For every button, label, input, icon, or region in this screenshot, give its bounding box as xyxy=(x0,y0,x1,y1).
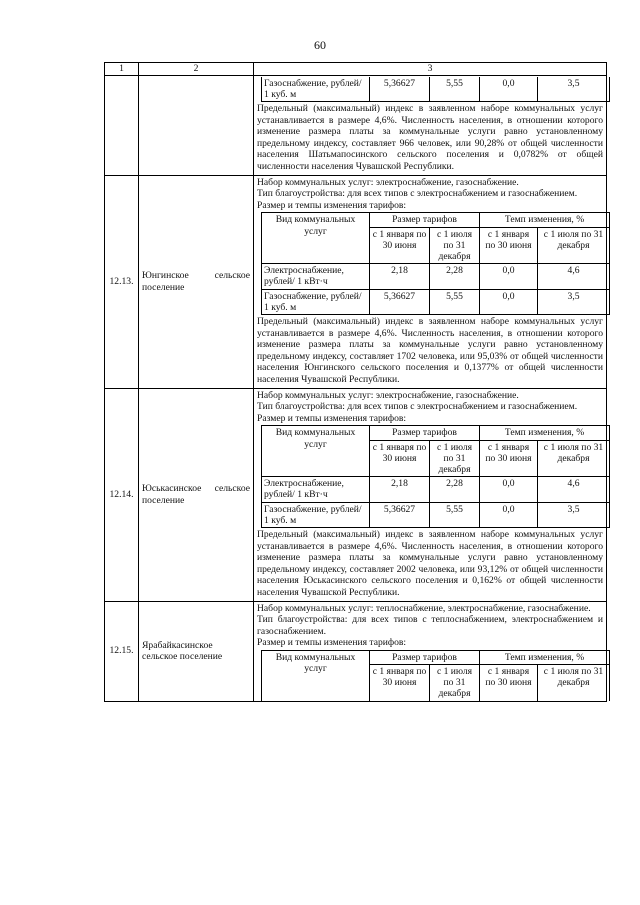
period-header: с 1 июля по 31 декабря xyxy=(430,665,480,701)
period-header: с 1 января по 30 июня xyxy=(480,440,538,477)
services-set: Набор коммунальных услуг: электроснабжение, газоснабжение. xyxy=(257,176,519,188)
service-name: Электроснабжение, рублей/ 1 кВт·ч xyxy=(262,477,370,502)
tariff-value: 5,55 xyxy=(430,77,480,102)
rate-value: 3,5 xyxy=(538,77,610,102)
service-name: Газоснабжение, рублей/ 1 куб. м xyxy=(262,502,370,527)
entry-number: 12.13. xyxy=(105,175,139,388)
tariff-row-electricity xyxy=(262,264,610,289)
tariff-value: 2,18 xyxy=(370,477,430,502)
period-header: с 1 июля по 31 декабря xyxy=(430,227,480,264)
col-rate-header: Темп изменения, % xyxy=(480,426,610,440)
rate-value: 0,0 xyxy=(480,289,538,314)
period-header: с 1 июля по 31 декабря xyxy=(538,665,610,701)
continuation-row xyxy=(105,75,607,175)
rate-value: 4,6 xyxy=(538,477,610,502)
tariff-row-electricity xyxy=(262,477,610,502)
settlement-name: Юськасинское сельское поселение xyxy=(139,388,254,601)
page-number: 60 xyxy=(314,38,326,52)
tariff-caption: Размер и темпы изменения тарифов: xyxy=(257,412,407,424)
rate-value: 0,0 xyxy=(480,477,538,502)
rate-value: 3,5 xyxy=(538,289,610,314)
tariff-value: 5,36627 xyxy=(370,77,430,102)
rate-value: 0,0 xyxy=(480,77,538,102)
entry-row-12-14 xyxy=(105,388,607,601)
tariff-row-gas xyxy=(262,502,610,527)
services-set: Набор коммунальных услуг: теплоснабжение, электроснабжение, газоснабжение. xyxy=(257,602,591,614)
tariff-row-gas xyxy=(262,77,610,102)
improvement-type: Тип благоустройства: для всех типов с теплоснабжением, электроснабжением и газоснабжением. xyxy=(257,614,603,637)
tariff-value: 5,55 xyxy=(430,502,480,527)
tariff-value: 5,36627 xyxy=(370,289,430,314)
tariff-table xyxy=(261,212,610,315)
col-size-header: Размер тарифов xyxy=(370,213,480,227)
service-name: Газоснабжение, рублей/ 1 куб. м xyxy=(262,77,370,102)
entry-row-12-13 xyxy=(105,175,607,388)
services-set: Набор коммунальных услуг: электроснабжение, газоснабжение. xyxy=(257,389,519,401)
header-col-2: 2 xyxy=(139,63,254,76)
col-rate-header: Темп изменения, % xyxy=(480,650,610,664)
col-size-header: Размер тарифов xyxy=(370,650,480,664)
col-size-header: Размер тарифов xyxy=(370,426,480,440)
tariff-value: 2,28 xyxy=(430,477,480,502)
index-text: Предельный (максимальный) индекс в заявленном наборе коммунальных услуг устанавливается в размере 4,6%. Численность населения, в отношении которого изменение размера платы за коммунальные услуги равно установленному предельному индексу, составляет 1702 человека, или 95,03% от общей численности населения Юнгинского сельского поселения и 0,1377% от общей численности населения Чувашской Республики. xyxy=(257,315,603,385)
rate-value: 0,0 xyxy=(480,264,538,289)
tariff-table xyxy=(261,650,610,701)
col-kind-header: Вид коммунальных услуг xyxy=(262,213,370,264)
tariff-caption: Размер и темпы изменения тарифов: xyxy=(257,637,407,649)
period-header: с 1 января по 30 июня xyxy=(480,227,538,264)
entry-row-12-15 xyxy=(105,601,607,701)
index-text: Предельный (максимальный) индекс в заявленном наборе коммунальных услуг устанавливается в размере 4,6%. Численность населения, в отношении которого изменение размера платы за коммунальные услуги равно установленному предельному индексу, составляет 966 человек, или 90,28% от общей численности населения Шатьмапосинского сельского поселения и 0,0782% от общей численности населения Чувашской Республики. xyxy=(257,103,603,172)
col-rate-header: Темп изменения, % xyxy=(480,213,610,227)
service-name: Газоснабжение, рублей/ 1 куб. м xyxy=(262,289,370,314)
period-header: с 1 января по 30 июня xyxy=(370,440,430,477)
tariff-value: 5,55 xyxy=(430,289,480,314)
tariff-table xyxy=(261,425,610,528)
col-kind-header: Вид коммунальных услуг xyxy=(262,426,370,477)
entry-number: 12.14. xyxy=(105,388,139,601)
header-col-3: 3 xyxy=(254,63,607,76)
rate-value: 3,5 xyxy=(538,502,610,527)
rate-value: 0,0 xyxy=(480,502,538,527)
improvement-type: Тип благоустройства: для всех типов с электроснабжением и газоснабжением. xyxy=(257,188,578,200)
period-header: с 1 июля по 31 декабря xyxy=(538,227,610,264)
index-text: Предельный (максимальный) индекс в заявленном наборе коммунальных услуг устанавливается в размере 4,6%. Численность населения, в отношении которого изменение размера платы за коммунальные услуги равно установленному предельному индексу, составляет 2002 человека, или 93,12% от общей численности населения Юськасинского сельского поселения и 0,162% от общей численности населения Чувашской Республики. xyxy=(257,528,603,598)
period-header: с 1 июля по 31 декабря xyxy=(430,440,480,477)
tariff-caption: Размер и темпы изменения тарифов: xyxy=(257,199,407,211)
tariff-value: 5,36627 xyxy=(370,502,430,527)
settlement-name: Ярабайкасинское сельское поселение xyxy=(139,601,254,701)
tariff-table-continued xyxy=(261,77,610,102)
period-header: с 1 января по 30 июня xyxy=(370,227,430,264)
header-row xyxy=(105,63,607,76)
service-name: Электроснабжение, рублей/ 1 кВт·ч xyxy=(262,264,370,289)
tariff-row-gas xyxy=(262,289,610,314)
settlement-name: Юнгинское сельское поселение xyxy=(139,175,254,388)
rate-value: 4,6 xyxy=(538,264,610,289)
header-col-1: 1 xyxy=(105,63,139,76)
col-kind-header: Вид коммунальных услуг xyxy=(262,650,370,700)
main-table xyxy=(104,62,607,702)
entry-number: 12.15. xyxy=(105,601,139,701)
period-header: с 1 января по 30 июня xyxy=(370,665,430,701)
tariff-value: 2,28 xyxy=(430,264,480,289)
period-header: с 1 января по 30 июня xyxy=(480,665,538,701)
period-header: с 1 июля по 31 декабря xyxy=(538,440,610,477)
tariff-value: 2,18 xyxy=(370,264,430,289)
improvement-type: Тип благоустройства: для всех типов с электроснабжением и газоснабжением. xyxy=(257,401,578,413)
